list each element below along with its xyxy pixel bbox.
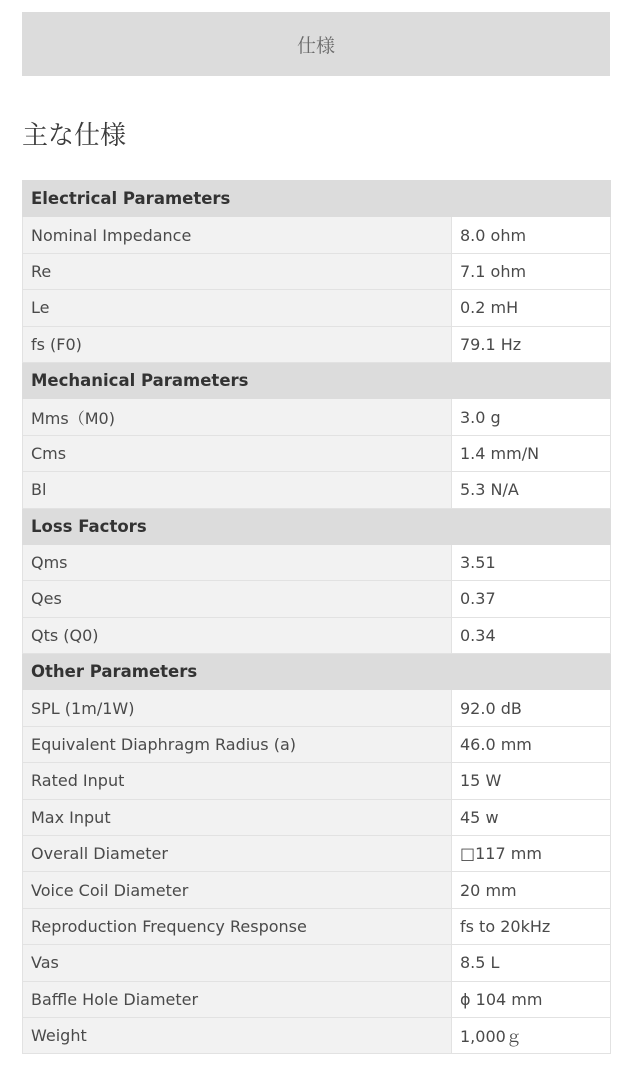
parameter-name: Bl (23, 472, 452, 508)
tab-spec-label: 仕様 (296, 34, 335, 57)
group-title: Loss Factors (23, 508, 611, 544)
table-row (23, 726, 611, 762)
group-title: Electrical Parameters (23, 181, 611, 217)
group-header-row (23, 181, 611, 217)
parameter-value: 7.1 ohm (452, 253, 611, 289)
parameter-name: Equivalent Diaphragm Radius (a) (23, 726, 452, 762)
parameter-name: Re (23, 253, 452, 289)
parameter-name: Cms (23, 435, 452, 471)
parameter-value: 1,000ｇ (452, 1017, 611, 1053)
group-header-row (23, 362, 611, 398)
parameter-value: 92.0 dB (452, 690, 611, 726)
parameter-name: SPL (1m/1W) (23, 690, 452, 726)
parameter-name: Reproduction Frequency Response (23, 908, 452, 944)
spec-table (22, 180, 611, 1054)
section-heading: 主な仕様 (22, 121, 127, 151)
parameter-value: 5.3 N/A (452, 472, 611, 508)
table-row (23, 617, 611, 653)
parameter-name: fs (F0) (23, 326, 452, 362)
group-title: Other Parameters (23, 654, 611, 690)
table-row (23, 872, 611, 908)
parameter-value: 3.51 (452, 544, 611, 580)
table-row (23, 763, 611, 799)
table-row (23, 290, 611, 326)
table-row (23, 1017, 611, 1053)
parameter-value: 0.37 (452, 581, 611, 617)
table-row (23, 945, 611, 981)
parameter-value: 8.0 ohm (452, 217, 611, 253)
table-row (23, 217, 611, 253)
tab-spec[interactable] (22, 12, 610, 76)
parameter-name: Rated Input (23, 763, 452, 799)
table-row (23, 253, 611, 289)
parameter-value: □117 mm (452, 836, 611, 872)
parameter-name: Qts (Q0) (23, 617, 452, 653)
parameter-name: Le (23, 290, 452, 326)
parameter-value: 79.1 Hz (452, 326, 611, 362)
parameter-value: 0.2 mH (452, 290, 611, 326)
parameter-name: Max Input (23, 799, 452, 835)
parameter-name: Nominal Impedance (23, 217, 452, 253)
parameter-value: 0.34 (452, 617, 611, 653)
table-row (23, 836, 611, 872)
table-row (23, 981, 611, 1017)
group-title: Mechanical Parameters (23, 362, 611, 398)
table-row (23, 472, 611, 508)
group-header-row (23, 508, 611, 544)
parameter-value: 46.0 mm (452, 726, 611, 762)
table-row (23, 399, 611, 435)
parameter-value: ϕ 104 mm (452, 981, 611, 1017)
table-row (23, 326, 611, 362)
parameter-name: Vas (23, 945, 452, 981)
parameter-name: Overall Diameter (23, 836, 452, 872)
parameter-name: Baffle Hole Diameter (23, 981, 452, 1017)
parameter-value: 8.5 L (452, 945, 611, 981)
parameter-name: Mms（M0) (23, 399, 452, 435)
parameter-name: Qes (23, 581, 452, 617)
parameter-name: Qms (23, 544, 452, 580)
table-row (23, 908, 611, 944)
parameter-value: 45 w (452, 799, 611, 835)
table-row (23, 435, 611, 471)
table-row (23, 544, 611, 580)
parameter-name: Weight (23, 1017, 452, 1053)
spec-table-body (23, 181, 611, 1054)
table-row (23, 690, 611, 726)
table-row (23, 799, 611, 835)
parameter-value: 3.0 g (452, 399, 611, 435)
parameter-value: fs to 20kHz (452, 908, 611, 944)
parameter-value: 20 mm (452, 872, 611, 908)
group-header-row (23, 654, 611, 690)
parameter-value: 1.4 mm/N (452, 435, 611, 471)
parameter-name: Voice Coil Diameter (23, 872, 452, 908)
parameter-value: 15 W (452, 763, 611, 799)
table-row (23, 581, 611, 617)
